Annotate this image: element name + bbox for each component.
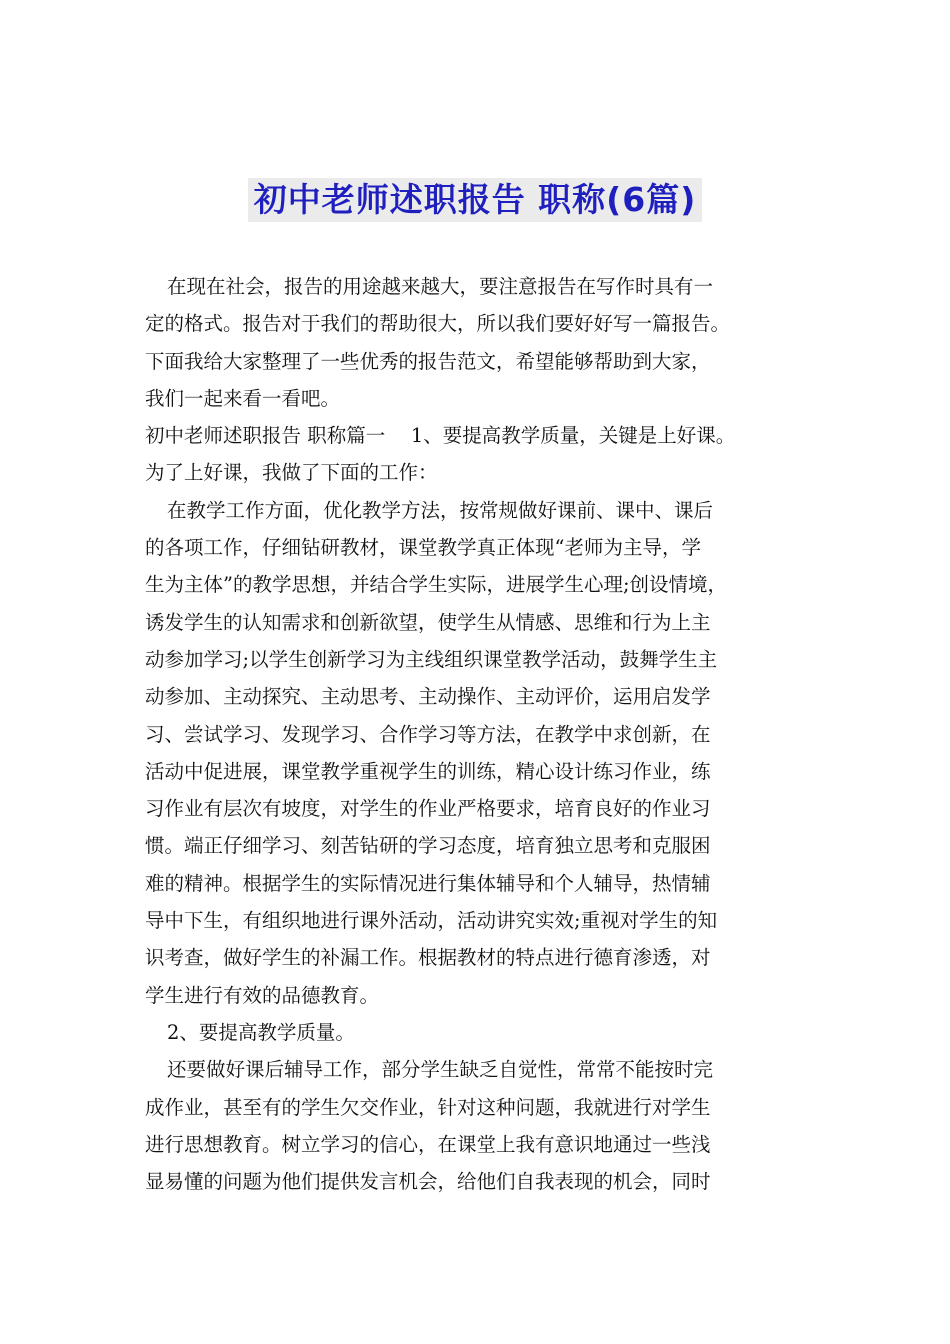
document-title: 初中老师述职报告 职称(6篇) (248, 178, 703, 222)
body-line: 初中老师述职报告 职称篇一 1、要提高教学质量，关键是上好课。 (145, 424, 736, 448)
body-line: 2、要提高教学质量。 (167, 1020, 355, 1044)
body-line: 动参加学习;以学生创新学习为主线组织课堂教学活动，鼓舞学生主 (145, 647, 718, 671)
body-line: 定的格式。报告对于我们的帮助很大，所以我们要好好写一篇报告。 (145, 312, 731, 336)
body-line: 显易懂的问题为他们提供发言机会，给他们自我表现的机会，同时 (145, 1170, 711, 1194)
body-line: 惯。端正仔细学习、刻苦钻研的学习态度，培育独立思考和克服困 (145, 834, 711, 858)
body-line: 导中下生，有组织地进行课外活动，活动讲究实效;重视对学生的知 (145, 909, 718, 933)
body-line: 进行思想教育。树立学习的信心，在课堂上我有意识地通过一些浅 (145, 1132, 711, 1156)
body-line: 还要做好课后辅导工作，部分学生缺乏自觉性，常常不能按时完 (167, 1058, 714, 1082)
body-line: 成作业，甚至有的学生欠交作业，针对这种问题，我就进行对学生 (145, 1095, 711, 1119)
title-wrap (0, 178, 950, 222)
body-line: 活动中促进展，课堂教学重视学生的训练，精心设计练习作业，练 (145, 759, 711, 783)
body-line: 识考查，做好学生的补漏工作。根据教材的特点进行德育渗透，对 (145, 946, 711, 970)
body-line: 习作业有层次有坡度，对学生的作业严格要求，培育良好的作业习 (145, 797, 711, 821)
body-line: 习、尝试学习、发现学习、合作学习等方法，在教学中求创新，在 (145, 722, 711, 746)
body-line: 诱发学生的认知需求和创新欲望，使学生从情感、思维和行为上主 (145, 610, 711, 634)
body-line: 的各项工作，仔细钻研教材，课堂教学真正体现“老师为主导，学 (145, 536, 701, 560)
body-line: 难的精神。根据学生的实际情况进行集体辅导和个人辅导，热情辅 (145, 871, 711, 895)
body-line: 下面我给大家整理了一些优秀的报告范文，希望能够帮助到大家， (145, 349, 711, 373)
body-line: 为了上好课，我做了下面的工作： (145, 461, 438, 485)
body-line: 在现在社会，报告的用途越来越大，要注意报告在写作时具有一 (167, 275, 714, 298)
body-line: 生为主体”的教学思想，并结合学生实际，进展学生心理;创设情境， (145, 573, 728, 597)
body-line: 我们一起来看一看吧。 (145, 386, 341, 410)
body-line: 在教学工作方面，优化教学方法，按常规做好课前、课中、课后 (167, 498, 714, 522)
body-line: 动参加、主动探究、主动思考、主动操作、主动评价，运用启发学 (145, 685, 711, 709)
body-line: 学生进行有效的品德教育。 (145, 983, 380, 1007)
document-body (145, 268, 810, 1200)
